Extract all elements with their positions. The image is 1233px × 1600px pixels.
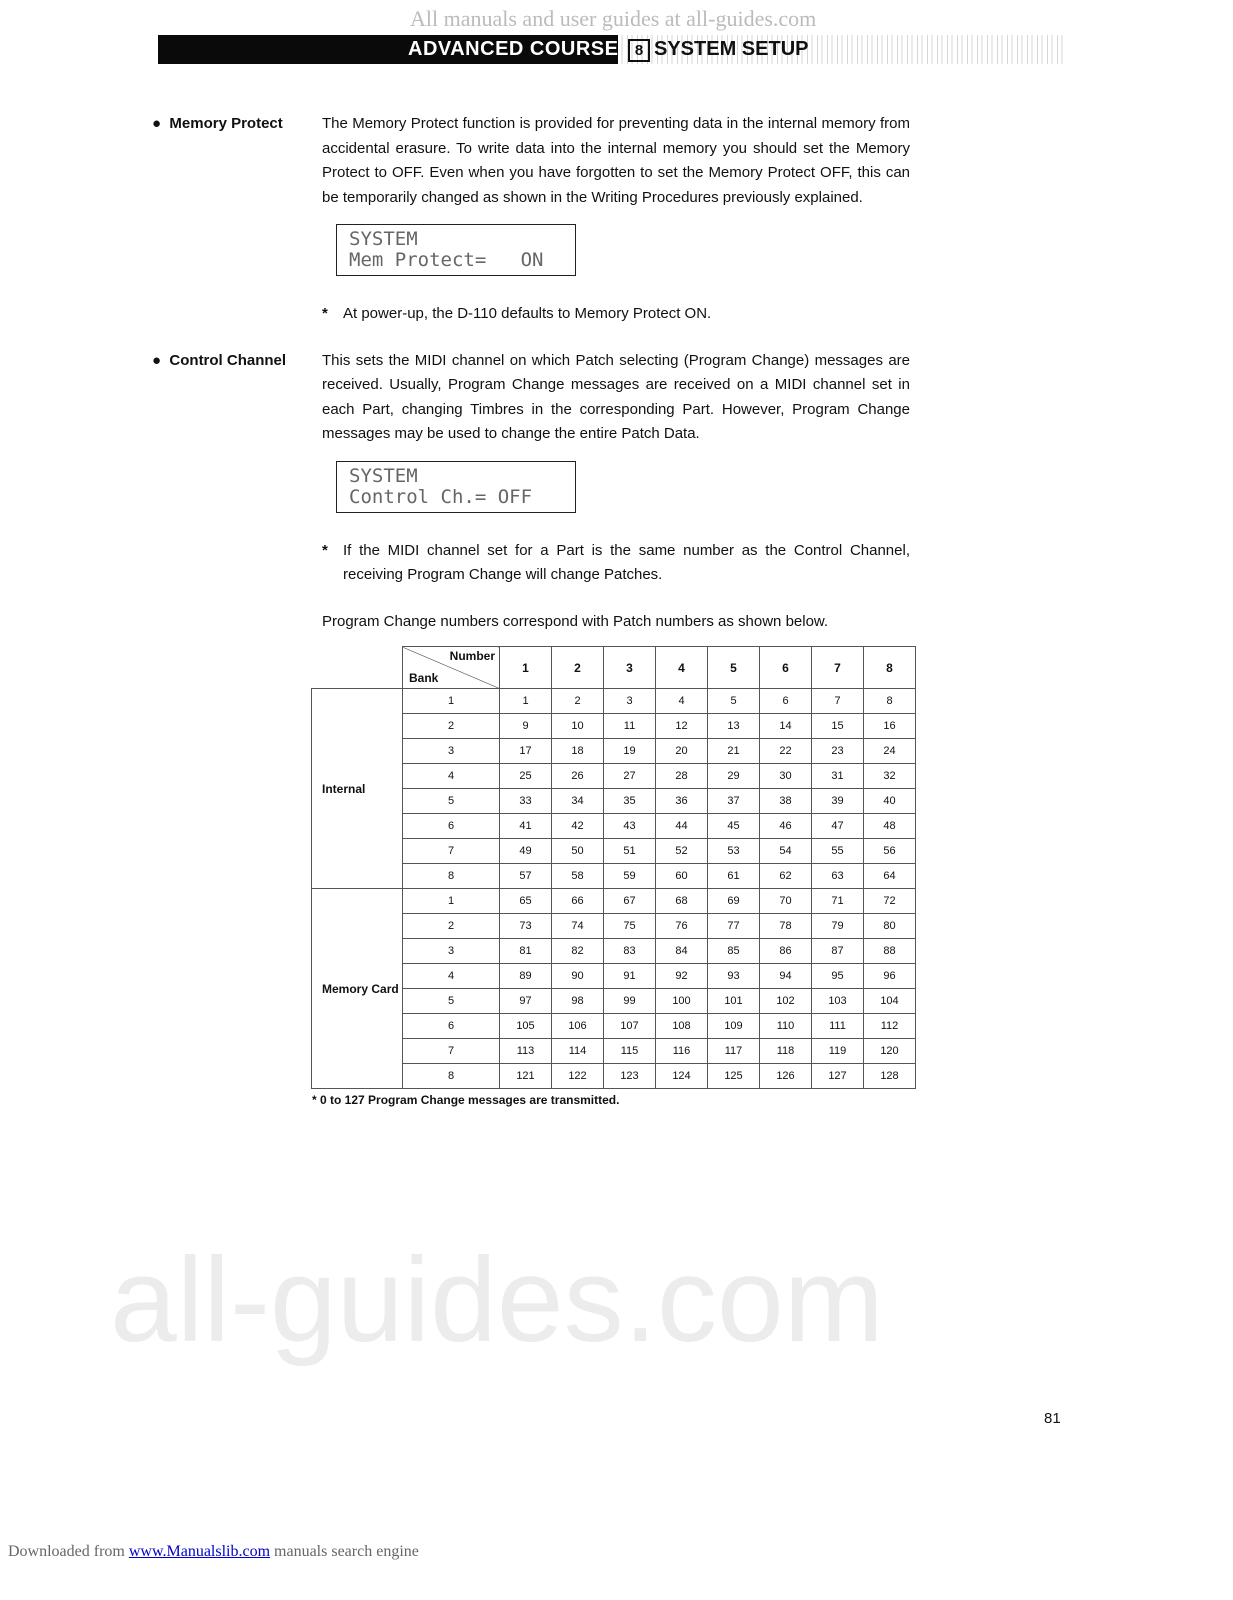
chapter-title: SYSTEM SETUP bbox=[654, 38, 809, 60]
program-number-cell: 120 bbox=[864, 1039, 916, 1064]
program-number-cell: 86 bbox=[760, 939, 812, 964]
program-number-cell: 6 bbox=[760, 689, 812, 714]
program-number-cell: 78 bbox=[760, 914, 812, 939]
program-number-cell: 54 bbox=[760, 839, 812, 864]
table-row bbox=[312, 864, 916, 889]
column-header: 2 bbox=[552, 647, 604, 689]
bank-cell: 3 bbox=[403, 939, 500, 964]
program-number-cell: 93 bbox=[708, 964, 760, 989]
bank-cell: 7 bbox=[403, 1039, 500, 1064]
program-number-cell: 101 bbox=[708, 989, 760, 1014]
program-number-cell: 79 bbox=[812, 914, 864, 939]
program-number-cell: 41 bbox=[500, 814, 552, 839]
control-channel-section bbox=[0, 349, 1233, 1108]
program-number-cell: 37 bbox=[708, 789, 760, 814]
table-row bbox=[312, 939, 916, 964]
content-flow bbox=[0, 112, 1233, 1107]
table-row bbox=[312, 739, 916, 764]
program-number-cell: 36 bbox=[656, 789, 708, 814]
program-number-cell: 65 bbox=[500, 889, 552, 914]
column-header: 5 bbox=[708, 647, 760, 689]
program-number-cell: 90 bbox=[552, 964, 604, 989]
program-number-cell: 128 bbox=[864, 1064, 916, 1089]
program-number-cell: 95 bbox=[812, 964, 864, 989]
program-number-cell: 39 bbox=[812, 789, 864, 814]
program-number-cell: 103 bbox=[812, 989, 864, 1014]
program-number-cell: 70 bbox=[760, 889, 812, 914]
bank-cell: 1 bbox=[403, 889, 500, 914]
bank-cell: 5 bbox=[403, 789, 500, 814]
lcd-memory-protect: SYSTEM Mem Protect= ON bbox=[336, 224, 576, 276]
column-header: 7 bbox=[812, 647, 864, 689]
bank-cell: 2 bbox=[403, 714, 500, 739]
program-number-cell: 111 bbox=[812, 1014, 864, 1039]
program-number-cell: 30 bbox=[760, 764, 812, 789]
program-number-cell: 44 bbox=[656, 814, 708, 839]
footer: Downloaded from www.Manualslib.com manuals search engine bbox=[8, 1543, 419, 1560]
program-number-cell: 72 bbox=[864, 889, 916, 914]
program-number-cell: 81 bbox=[500, 939, 552, 964]
table-row bbox=[312, 814, 916, 839]
program-number-cell: 31 bbox=[812, 764, 864, 789]
bank-cell: 4 bbox=[403, 764, 500, 789]
bank-cell: 8 bbox=[403, 864, 500, 889]
memory-protect-text: The Memory Protect function is provided for preventing data in the internal memory from accidental erasure. To write data into the internal memory you should set the Memory Protect to OFF. Even when you have forgotten to set the Memory Protect OFF, this can be temporarily changed as shown in the Writing Procedures previously explained. bbox=[322, 115, 910, 206]
program-number-cell: 24 bbox=[864, 739, 916, 764]
program-number-cell: 119 bbox=[812, 1039, 864, 1064]
program-number-cell: 3 bbox=[604, 689, 656, 714]
table-row bbox=[312, 889, 916, 914]
group-label: Memory Card bbox=[312, 889, 403, 1089]
program-number-cell: 114 bbox=[552, 1039, 604, 1064]
table-intro: Program Change numbers correspond with Patch numbers as shown below. bbox=[322, 612, 829, 630]
bank-cell: 6 bbox=[403, 1014, 500, 1039]
program-number-cell: 23 bbox=[812, 739, 864, 764]
program-number-cell: 94 bbox=[760, 964, 812, 989]
program-number-cell: 108 bbox=[656, 1014, 708, 1039]
bank-cell: 5 bbox=[403, 989, 500, 1014]
bank-cell: 1 bbox=[403, 689, 500, 714]
program-number-cell: 126 bbox=[760, 1064, 812, 1089]
table-row bbox=[312, 714, 916, 739]
control-channel-note: * If the MIDI channel set for a Part is the same number as the Control Channel, receiving Program Change will change Patches. bbox=[322, 541, 910, 583]
program-number-cell: 33 bbox=[500, 789, 552, 814]
bank-cell: 2 bbox=[403, 914, 500, 939]
program-number-cell: 87 bbox=[812, 939, 864, 964]
header-diagonal-cell bbox=[403, 647, 500, 689]
program-number-cell: 99 bbox=[604, 989, 656, 1014]
table-row bbox=[312, 764, 916, 789]
program-number-cell: 76 bbox=[656, 914, 708, 939]
program-number-cell: 68 bbox=[656, 889, 708, 914]
program-number-cell: 14 bbox=[760, 714, 812, 739]
number-axis-label: Number bbox=[449, 649, 495, 663]
control-channel-text: This sets the MIDI channel on which Patch selecting (Program Change) messages are received. Usually, Program Change messages are received on a MIDI channel set in each Part, changing Timbres in the corresponding Part. However, Program Change messages may be used to change the entire Patch Data. bbox=[322, 351, 910, 442]
program-number-cell: 100 bbox=[656, 989, 708, 1014]
program-number-cell: 82 bbox=[552, 939, 604, 964]
program-number-cell: 117 bbox=[708, 1039, 760, 1064]
program-number-cell: 110 bbox=[760, 1014, 812, 1039]
column-header: 6 bbox=[760, 647, 812, 689]
program-number-cell: 71 bbox=[812, 889, 864, 914]
program-number-cell: 60 bbox=[656, 864, 708, 889]
table-row bbox=[312, 1039, 916, 1064]
memory-protect-note: * At power-up, the D-110 defaults to Memory Protect ON. bbox=[322, 305, 712, 322]
program-number-cell: 45 bbox=[708, 814, 760, 839]
program-number-cell: 34 bbox=[552, 789, 604, 814]
watermark: all-guides.com bbox=[110, 1233, 884, 1367]
program-number-cell: 27 bbox=[604, 764, 656, 789]
program-number-cell: 56 bbox=[864, 839, 916, 864]
program-number-cell: 96 bbox=[864, 964, 916, 989]
group-label: Internal bbox=[312, 689, 403, 889]
program-number-cell: 89 bbox=[500, 964, 552, 989]
control-channel-heading: ● Control Channel bbox=[152, 351, 287, 369]
program-number-cell: 53 bbox=[708, 839, 760, 864]
bank-cell: 8 bbox=[403, 1064, 500, 1089]
program-number-cell: 26 bbox=[552, 764, 604, 789]
table-row bbox=[312, 989, 916, 1014]
program-number-cell: 21 bbox=[708, 739, 760, 764]
program-number-cell: 84 bbox=[656, 939, 708, 964]
program-number-cell: 59 bbox=[604, 864, 656, 889]
program-number-cell: 91 bbox=[604, 964, 656, 989]
course-title: ADVANCED COURSE bbox=[408, 38, 619, 60]
table-row bbox=[312, 1014, 916, 1039]
table-row bbox=[312, 789, 916, 814]
program-number-cell: 61 bbox=[708, 864, 760, 889]
column-header: 4 bbox=[656, 647, 708, 689]
program-number-cell: 121 bbox=[500, 1064, 552, 1089]
lcd-control-channel: SYSTEM Control Ch.= OFF bbox=[336, 461, 576, 513]
memory-protect-heading: ● Memory Protect bbox=[152, 115, 283, 132]
program-number-cell: 118 bbox=[760, 1039, 812, 1064]
program-number-cell: 32 bbox=[864, 764, 916, 789]
program-number-cell: 115 bbox=[604, 1039, 656, 1064]
program-number-cell: 122 bbox=[552, 1064, 604, 1089]
program-number-cell: 104 bbox=[864, 989, 916, 1014]
table-row bbox=[312, 689, 916, 714]
program-number-cell: 35 bbox=[604, 789, 656, 814]
program-number-cell: 85 bbox=[708, 939, 760, 964]
program-number-cell: 98 bbox=[552, 989, 604, 1014]
program-number-cell: 47 bbox=[812, 814, 864, 839]
program-number-cell: 46 bbox=[760, 814, 812, 839]
program-number-cell: 63 bbox=[812, 864, 864, 889]
memory-protect-section bbox=[0, 112, 1233, 327]
program-number-cell: 42 bbox=[552, 814, 604, 839]
program-number-cell: 105 bbox=[500, 1014, 552, 1039]
bank-cell: 7 bbox=[403, 839, 500, 864]
program-number-cell: 124 bbox=[656, 1064, 708, 1089]
table-row bbox=[312, 964, 916, 989]
program-number-cell: 113 bbox=[500, 1039, 552, 1064]
program-number-cell: 74 bbox=[552, 914, 604, 939]
program-number-cell: 69 bbox=[708, 889, 760, 914]
program-number-cell: 107 bbox=[604, 1014, 656, 1039]
program-number-cell: 38 bbox=[760, 789, 812, 814]
program-number-cell: 83 bbox=[604, 939, 656, 964]
program-number-cell: 97 bbox=[500, 989, 552, 1014]
program-number-cell: 5 bbox=[708, 689, 760, 714]
program-number-cell: 49 bbox=[500, 839, 552, 864]
program-number-cell: 13 bbox=[708, 714, 760, 739]
program-number-cell: 80 bbox=[864, 914, 916, 939]
table-row bbox=[312, 1064, 916, 1089]
program-number-cell: 20 bbox=[656, 739, 708, 764]
program-number-cell: 58 bbox=[552, 864, 604, 889]
program-number-cell: 17 bbox=[500, 739, 552, 764]
top-watermark: All manuals and user guides at all-guides.com bbox=[410, 6, 817, 31]
program-change-table bbox=[311, 646, 916, 1089]
program-number-cell: 57 bbox=[500, 864, 552, 889]
program-number-cell: 102 bbox=[760, 989, 812, 1014]
program-number-cell: 43 bbox=[604, 814, 656, 839]
program-number-cell: 28 bbox=[656, 764, 708, 789]
program-number-cell: 29 bbox=[708, 764, 760, 789]
program-number-cell: 2 bbox=[552, 689, 604, 714]
program-number-cell: 116 bbox=[656, 1039, 708, 1064]
program-number-cell: 88 bbox=[864, 939, 916, 964]
program-number-cell: 48 bbox=[864, 814, 916, 839]
bank-axis-label: Bank bbox=[409, 671, 439, 685]
program-number-cell: 50 bbox=[552, 839, 604, 864]
chapter-number: 8 bbox=[628, 39, 650, 62]
bank-cell: 4 bbox=[403, 964, 500, 989]
program-number-cell: 73 bbox=[500, 914, 552, 939]
program-number-cell: 15 bbox=[812, 714, 864, 739]
program-number-cell: 40 bbox=[864, 789, 916, 814]
program-number-cell: 18 bbox=[552, 739, 604, 764]
program-number-cell: 9 bbox=[500, 714, 552, 739]
program-number-cell: 112 bbox=[864, 1014, 916, 1039]
program-number-cell: 125 bbox=[708, 1064, 760, 1089]
table-row bbox=[312, 839, 916, 864]
program-number-cell: 127 bbox=[812, 1064, 864, 1089]
program-number-cell: 4 bbox=[656, 689, 708, 714]
program-number-cell: 123 bbox=[604, 1064, 656, 1089]
program-number-cell: 11 bbox=[604, 714, 656, 739]
table-row bbox=[312, 914, 916, 939]
program-number-cell: 67 bbox=[604, 889, 656, 914]
manualslib-link[interactable]: www.Manualslib.com bbox=[128, 1543, 271, 1560]
program-number-cell: 10 bbox=[552, 714, 604, 739]
program-number-cell: 62 bbox=[760, 864, 812, 889]
program-number-cell: 19 bbox=[604, 739, 656, 764]
program-number-cell: 109 bbox=[708, 1014, 760, 1039]
program-number-cell: 1 bbox=[500, 689, 552, 714]
program-number-cell: 52 bbox=[656, 839, 708, 864]
column-header: 3 bbox=[604, 647, 656, 689]
program-number-cell: 106 bbox=[552, 1014, 604, 1039]
program-number-cell: 12 bbox=[656, 714, 708, 739]
program-number-cell: 66 bbox=[552, 889, 604, 914]
table-footnote: * 0 to 127 Program Change messages are transmitted. bbox=[312, 1093, 620, 1107]
column-header: 1 bbox=[500, 647, 552, 689]
program-number-cell: 8 bbox=[864, 689, 916, 714]
bank-cell: 3 bbox=[403, 739, 500, 764]
program-number-cell: 55 bbox=[812, 839, 864, 864]
program-number-cell: 92 bbox=[656, 964, 708, 989]
program-number-cell: 22 bbox=[760, 739, 812, 764]
program-number-cell: 25 bbox=[500, 764, 552, 789]
program-number-cell: 7 bbox=[812, 689, 864, 714]
program-number-cell: 77 bbox=[708, 914, 760, 939]
bank-cell: 6 bbox=[403, 814, 500, 839]
program-number-cell: 64 bbox=[864, 864, 916, 889]
column-header: 8 bbox=[864, 647, 916, 689]
page-number: 81 bbox=[1044, 1410, 1061, 1427]
program-number-cell: 75 bbox=[604, 914, 656, 939]
program-number-cell: 51 bbox=[604, 839, 656, 864]
program-number-cell: 16 bbox=[864, 714, 916, 739]
